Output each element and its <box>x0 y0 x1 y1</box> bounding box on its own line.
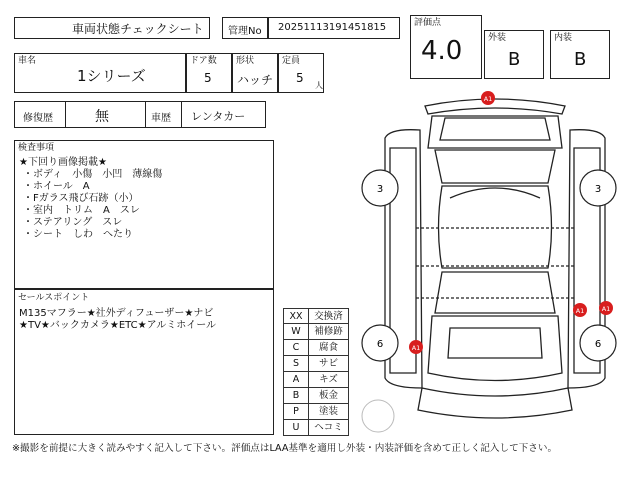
shape-value: ハッチ <box>237 73 274 87</box>
inspection-line: ・室内 トリム A スレ <box>23 205 140 216</box>
inspection-line: ・ボディ 小傷 小凹 薄線傷 <box>23 169 163 180</box>
inspection-line: ・ステアリング スレ <box>23 217 123 228</box>
doors-label: ドア数 <box>190 56 217 66</box>
mgmt-no-value: 20251113191451815 <box>278 22 387 33</box>
trunk-panel <box>448 328 542 358</box>
tire-label: 3 <box>376 184 384 195</box>
inspection-label: 検査事項 <box>18 143 55 153</box>
damage-legend <box>283 308 349 436</box>
sheet-title: 車両状態チェックシート <box>72 22 204 36</box>
damage-marker-label: A1 <box>483 95 493 103</box>
sales-line: ★TV★バックカメラ★ETC★アルミホイール <box>19 320 217 331</box>
score-cell <box>410 15 482 79</box>
score-value: 4.0 <box>421 36 463 66</box>
capacity-cell <box>278 53 324 93</box>
footer-note: ※撮影を前提に大きく読みやすく記入して下さい。評価点はLAA基準を適用し外装・内装評価を含めて正しく記入して下さい。 <box>12 443 558 454</box>
legend-row <box>283 420 349 436</box>
sales-label: セールスポイント <box>18 293 90 303</box>
legend-desc: 交換済 <box>314 311 343 322</box>
legend-row <box>283 324 349 340</box>
sales-line: M135マフラー★社外ディフューザー★ナビ <box>19 308 214 319</box>
car-history-label: 車歴 <box>151 113 171 124</box>
legend-row <box>283 356 349 372</box>
legend-code: P <box>284 404 309 419</box>
damage-marker-label: A1 <box>411 344 421 352</box>
shape-label: 形状 <box>236 56 255 66</box>
roof-outline <box>439 186 552 268</box>
mgmt-no-label-cell <box>222 17 268 39</box>
legend-desc: 補修跡 <box>314 326 343 337</box>
legend-row <box>283 372 349 388</box>
legend-code: U <box>284 420 309 435</box>
car-name-value: 1シリーズ <box>77 67 146 85</box>
exterior-label: 外装 <box>488 33 507 43</box>
inspection-line: ・Fガラス飛び石跡（小） <box>23 193 139 204</box>
legend-code: XX <box>284 309 309 323</box>
legend-row <box>283 388 349 404</box>
repair-label: 修復歴 <box>23 113 53 124</box>
legend-code: A <box>284 372 309 387</box>
hood-outline <box>428 116 562 148</box>
legend-desc: キズ <box>319 374 338 385</box>
legend-desc: 腐食 <box>318 342 338 353</box>
mgmt-no-label: 管理No <box>228 26 262 37</box>
history-row <box>14 101 266 128</box>
damage-marker-label: A1 <box>575 307 585 315</box>
tire-label: 6 <box>376 339 384 350</box>
legend-desc: 板金 <box>318 390 338 401</box>
roof-curve <box>450 188 540 198</box>
inspection-line: ・ホイール A <box>23 181 90 192</box>
car-body-diagram <box>350 88 640 433</box>
rear-window-outline <box>435 272 555 313</box>
capacity-label: 定員 <box>282 56 301 66</box>
interior-grade-cell <box>550 30 610 79</box>
windshield-outline <box>435 150 555 183</box>
car-name-cell <box>14 53 186 93</box>
capacity-value: 5 <box>296 71 304 85</box>
legend-code: W <box>284 324 309 339</box>
legend-desc: ヘコミ <box>314 422 343 433</box>
tire-label: 6 <box>594 339 602 350</box>
exterior-grade: B <box>508 49 521 70</box>
mgmt-no-value-cell <box>268 17 400 39</box>
rear-bumper-outline <box>418 388 572 418</box>
car-history-value: レンタカー <box>191 110 246 123</box>
legend-desc: サビ <box>318 358 338 369</box>
sales-points <box>14 289 274 435</box>
legend-code: C <box>284 340 309 355</box>
interior-grade: B <box>574 49 587 70</box>
legend-code: B <box>284 388 309 403</box>
damage-marker-label: A1 <box>601 305 611 313</box>
legend-code: S <box>284 356 309 371</box>
legend-row <box>283 308 349 324</box>
interior-label: 内装 <box>554 33 573 43</box>
legend-row <box>283 404 349 420</box>
doors-value: 5 <box>204 71 212 85</box>
repair-value: 無 <box>95 109 109 125</box>
hood-panel <box>440 118 550 140</box>
spare-tire-icon <box>362 400 394 432</box>
tire-label: 3 <box>594 184 602 195</box>
score-label: 評価点 <box>414 18 442 28</box>
shape-cell <box>232 53 278 93</box>
front-bumper-outline <box>425 99 565 114</box>
doors-cell <box>186 53 232 93</box>
capacity-unit: 人 <box>315 81 323 90</box>
legend-desc: 塗装 <box>318 406 338 417</box>
inspection-notes <box>14 140 274 289</box>
inspection-line: ★下回り画像掲載★ <box>19 157 107 168</box>
exterior-grade-cell <box>484 30 544 79</box>
inspection-line: ・シート しわ へたり <box>23 229 133 240</box>
legend-row <box>283 340 349 356</box>
car-name-label: 車名 <box>18 56 37 66</box>
